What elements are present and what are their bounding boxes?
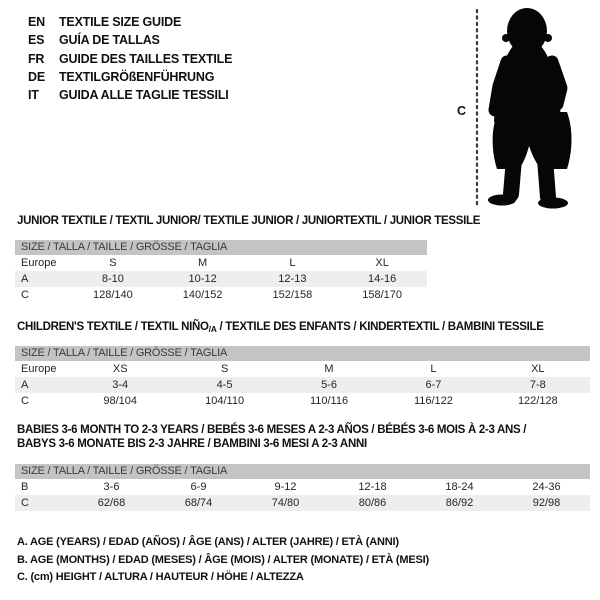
babies-title-line1: BABIES 3-6 MONTH TO 2-3 YEARS / BEBÉS 3-6 MESES A 2-3 AÑOS / BÉBÉS 3-6 MOIS À 2-3 ANS / bbox=[17, 424, 527, 436]
language-code: FR bbox=[28, 51, 45, 66]
size-cell: 98/104 bbox=[103, 395, 138, 407]
size-cell: 4-5 bbox=[216, 379, 233, 391]
size-cell: 18-24 bbox=[445, 481, 474, 493]
row-label: C bbox=[21, 289, 29, 301]
size-cell: XL bbox=[375, 257, 389, 269]
row-label: Europe bbox=[21, 257, 57, 269]
size-cell: 62/68 bbox=[97, 497, 126, 509]
size-cell: L bbox=[430, 363, 437, 375]
language-row bbox=[28, 13, 232, 31]
children-title-post: / TEXTILE DES ENFANTS / KINDERTEXTIL / BAMBINI TESSILE bbox=[216, 321, 544, 333]
size-cell: XS bbox=[112, 363, 128, 375]
language-row bbox=[28, 68, 232, 86]
size-cell: 128/140 bbox=[92, 289, 133, 301]
table-row bbox=[15, 393, 590, 409]
size-cell: 6-7 bbox=[425, 379, 442, 391]
children-title-subscript: /A bbox=[208, 324, 217, 334]
size-cell: 7-8 bbox=[529, 379, 546, 391]
size-cell: S bbox=[220, 363, 229, 375]
size-cell: 74/80 bbox=[271, 497, 300, 509]
size-cell: 104/110 bbox=[205, 395, 245, 407]
table-header: SIZE / TALLA / TAILLE / GRÖSSE / TAGLIA bbox=[15, 464, 590, 479]
language-row bbox=[28, 86, 232, 104]
size-cell: 80/86 bbox=[358, 497, 387, 509]
size-cell: 116/122 bbox=[413, 395, 453, 407]
size-cell: 14-16 bbox=[368, 273, 397, 285]
size-cell: 122/128 bbox=[517, 395, 558, 407]
size-cell: 6-9 bbox=[190, 481, 207, 493]
language-code: ES bbox=[28, 33, 45, 48]
guide-title: GUÍA DE TALLAS bbox=[59, 33, 160, 48]
language-title-list bbox=[28, 13, 232, 104]
legend-line-c: C. (cm) HEIGHT / ALTURA / HAUTEUR / HÖHE / ALTEZZA bbox=[17, 571, 304, 583]
size-cell: L bbox=[289, 257, 296, 269]
children-size-table bbox=[15, 346, 590, 409]
language-row bbox=[28, 50, 232, 68]
measure-legend bbox=[17, 534, 429, 587]
children-section-title bbox=[17, 320, 544, 336]
size-cell: 110/116 bbox=[309, 395, 349, 407]
row-label: Europe bbox=[21, 363, 57, 375]
table-row bbox=[15, 287, 427, 303]
row-label: C bbox=[21, 497, 29, 509]
legend-line-b: B. AGE (MONTHS) / EDAD (MESES) / ÂGE (MOIS) / ALTER (MONATE) / ETÀ (MESI) bbox=[17, 553, 429, 566]
height-marker-label: C bbox=[457, 104, 467, 118]
size-cell: 86/92 bbox=[445, 497, 474, 509]
children-title-pre: CHILDREN'S TEXTILE / TEXTIL NIÑO bbox=[17, 321, 209, 333]
language-code: IT bbox=[28, 88, 39, 103]
size-cell: 24-36 bbox=[532, 481, 561, 493]
row-label: A bbox=[21, 273, 29, 285]
guide-title: TEXTILGRÖßENFÜHRUNG bbox=[59, 69, 215, 84]
babies-size-table bbox=[15, 464, 590, 511]
guide-title: TEXTILE SIZE GUIDE bbox=[59, 15, 182, 29]
size-cell: 5-6 bbox=[321, 379, 337, 391]
language-row bbox=[28, 31, 232, 49]
table-row bbox=[15, 271, 427, 287]
height-measure-dotted-line bbox=[474, 8, 480, 208]
size-cell: 12-13 bbox=[278, 273, 307, 285]
baby-figure bbox=[440, 0, 600, 215]
size-cell: 158/170 bbox=[362, 289, 402, 301]
guide-title: GUIDA ALLE TAGLIE TESSILI bbox=[59, 88, 229, 103]
size-cell: 9-12 bbox=[274, 481, 297, 493]
row-label: A bbox=[21, 379, 29, 391]
size-cell: 3-6 bbox=[103, 481, 120, 493]
row-label: C bbox=[21, 395, 29, 407]
table-row bbox=[15, 495, 590, 511]
babies-section-title bbox=[17, 423, 526, 451]
size-cell: 92/98 bbox=[532, 497, 561, 509]
size-cell: 8-10 bbox=[101, 273, 124, 285]
table-header: SIZE / TALLA / TAILLE / GRÖSSE / TAGLIA bbox=[15, 240, 427, 255]
size-cell: M bbox=[198, 257, 208, 269]
guide-title: GUIDE DES TAILLES TEXTILE bbox=[59, 51, 233, 66]
table-row bbox=[15, 255, 427, 271]
language-code: EN bbox=[28, 15, 45, 29]
size-cell: 68/74 bbox=[184, 497, 213, 509]
size-cell: 12-18 bbox=[358, 481, 387, 493]
size-cell: 10-12 bbox=[188, 273, 217, 285]
size-cell: M bbox=[324, 363, 334, 375]
junior-section-title: JUNIOR TEXTILE / TEXTIL JUNIOR/ TEXTILE JUNIOR / JUNIORTEXTIL / JUNIOR TESSILE bbox=[17, 215, 481, 227]
size-cell: 140/152 bbox=[182, 289, 223, 301]
baby-silhouette-icon bbox=[482, 4, 597, 210]
table-header: SIZE / TALLA / TAILLE / GRÖSSE / TAGLIA bbox=[15, 346, 590, 361]
row-label: B bbox=[21, 481, 29, 493]
table-row bbox=[15, 377, 590, 393]
legend-line-a: A. AGE (YEARS) / EDAD (AÑOS) / ÂGE (ANS) / ALTER (JAHRE) / ETÀ (ANNI) bbox=[17, 536, 399, 548]
table-row bbox=[15, 361, 590, 377]
language-code: DE bbox=[28, 69, 45, 84]
babies-title-line2: BABYS 3-6 MONATE BIS 2-3 JAHRE / BAMBINI 3-6 MESI A 2-3 ANNI bbox=[17, 438, 367, 450]
size-cell: 3-4 bbox=[112, 379, 129, 391]
size-cell: XL bbox=[531, 363, 545, 375]
size-cell: S bbox=[109, 257, 117, 269]
junior-size-table bbox=[15, 240, 427, 303]
table-row bbox=[15, 479, 590, 495]
size-cell: 152/158 bbox=[272, 289, 313, 301]
